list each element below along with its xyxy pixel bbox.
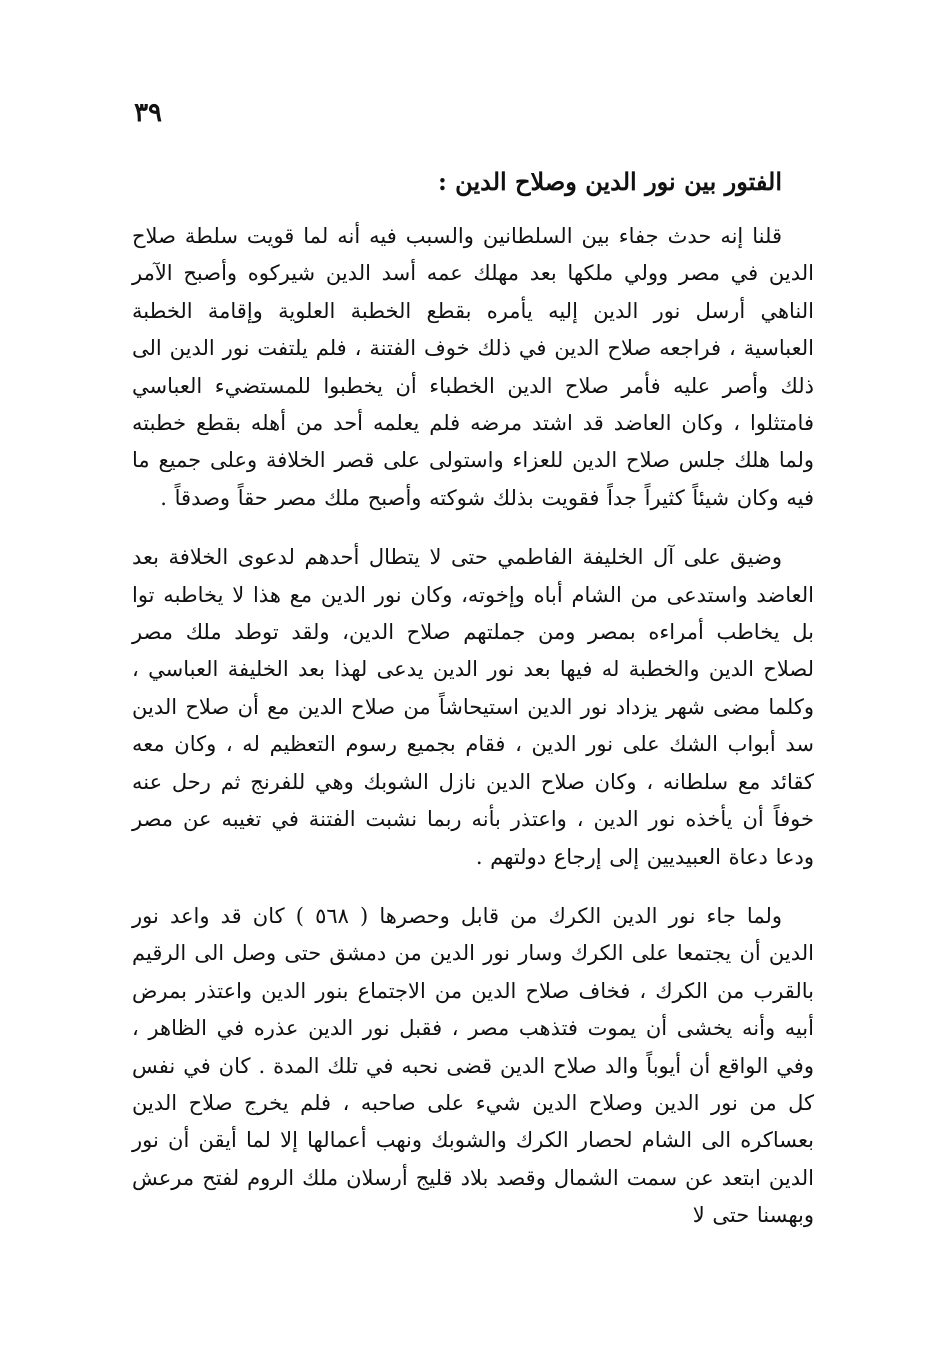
section-title: الفتور بين نور الدين وصلاح الدين :	[437, 167, 782, 196]
paragraph-1: قلنا إنه حدث جفاء بين السلطانين والسبب فيه أنه لما قويت سلطة صلاح الدين في مصر وولي ملكها بعد مهلك عمه أسد الدين شيركوه وأصبح الآمر الناهي أرسل نور الدين إليه يأمره بقطع الخطبة العلوية وإقامة الخطبة العباسية ، فراجعه صلاح الدين في ذلك خوف الفتنة ، فلم يلتفت نور الدين الى ذلك وأصر عليه فأمر صلاح الدين الخطباء أن يخطبوا للمستضيء العباسي فامتثلوا ، وكان العاضد قد اشتد مرضه فلم يعلمه أحد من أهله بقطع خطبته ولما هلك جلس صلاح الدين للعزاء واستولى على قصر الخلافة وعلى جميع ما فيه وكان شيئاً كثيراً جداً فقويت بذلك شوكته وأصبح ملك مصر حقاً وصدقاً .	[132, 224, 814, 510]
page-number: ٣٩	[134, 98, 162, 128]
paragraph-2: وضيق على آل الخليفة الفاطمي حتى لا يتطال أحدهم لدعوى الخلافة بعد العاضد واستدعى من الشام أباه وإخوته، وكان نور الدين مع هذا لا يخاطبه توا بل يخاطب أمراءه بمصر ومن جملتهم صلاح الدين، ولقد توطد ملك مصر لصلاح الدين والخطبة له فيها بعد نور الدين يدعى لهذا بعد الخليفة العباسي ، وكلما مضى شهر يزداد نور الدين استيحاشاً من صلاح الدين مع أن صلاح الدين سد أبواب الشك على نور الدين ، فقام بجميع رسوم التعظيم له ، وكان معه كقائد مع سلطانه ، وكان صلاح الدين نازل الشوبك وهي للفرنج ثم رحل عنه خوفاً أن يأخذه نور الدين ، واعتذر بأنه ربما نشبت الفتنة في تغيبه عن مصر ودعا دعاة العبيديين إلى إرجاع دولتهم .	[132, 545, 814, 869]
body-text	[132, 218, 814, 1257]
paragraph-3: ولما جاء نور الدين الكرك من قابل وحصرها ( ٥٦٨ ) كان قد واعد نور الدين أن يجتمعا على الكرك وسار نور الدين من دمشق حتى وصل الى الرقيم بالقرب من الكرك ، فخاف صلاح الدين من الاجتماع بنور الدين واعتذر بمرض أبيه وأنه يخشى أن يموت فتذهب مصر ، فقبل نور الدين عذره في الظاهر ، وفي الواقع أن أيوباً والد صلاح الدين قضى نحبه في تلك المدة . كان في نفس كل من نور الدين وصلاح الدين شيء على صاحبه ، فلم يخرج صلاح الدين بعساكره الى الشام لحصار الكرك والشوبك ونهب أعمالها إلا لما أيقن أن نور الدين ابتعد عن سمت الشمال وقصد بلاد قليج أرسلان ملك الروم لفتح مرعش وبهسنا حتى لا	[132, 903, 814, 1228]
